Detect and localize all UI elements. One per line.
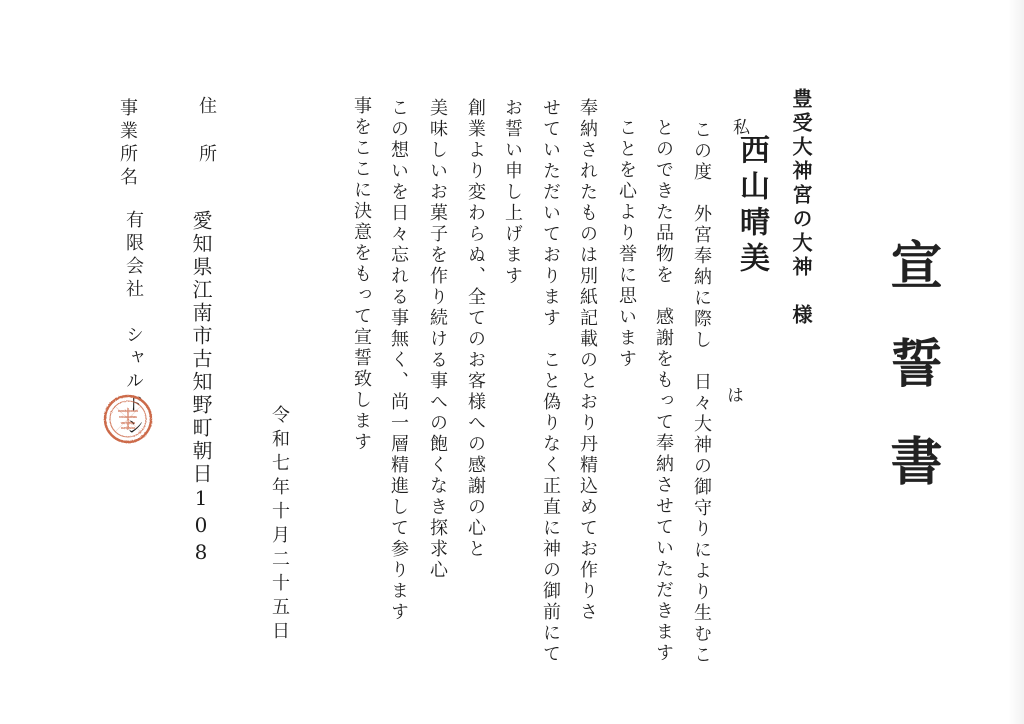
body-line-10: 事をここに決意をもって宣誓致します bbox=[351, 96, 372, 453]
body-line-6: お誓い申し上げます bbox=[502, 98, 523, 287]
page-edge-shadow bbox=[1008, 0, 1024, 724]
speaker-prefix: 私 bbox=[729, 118, 749, 138]
document-title: 宣誓書 bbox=[881, 238, 942, 532]
body-line-2: とのできた品物を 感謝をもって奉納させていただきます bbox=[653, 118, 674, 664]
body-line-5: せていただいております こと偽りなく正直に神の御前にて bbox=[540, 98, 561, 665]
address-label: 住 所 bbox=[196, 96, 217, 168]
body-line-9: この想いを日々忘れる事無く、尚一層精進して参ります bbox=[388, 98, 409, 623]
body-line-8: 美味しいお菓子を作り続ける事への飽くなき探求心 bbox=[427, 98, 448, 581]
addressee-line: 豊受大神宮の大神 様 bbox=[789, 88, 813, 328]
signer-name: 西山晴美 bbox=[734, 134, 769, 278]
company-name: 有限会社 シャルドン bbox=[123, 210, 144, 440]
document-date: 令和七年十月二十五日 bbox=[269, 405, 290, 645]
body-line-4: 奉納されたものは別紙記載のとおり丹精込めてお作りさ bbox=[577, 98, 598, 623]
company-seal-stamp bbox=[101, 392, 155, 446]
body-line-3: ことを心より誉に思います bbox=[616, 118, 637, 370]
name-particle: は bbox=[723, 386, 743, 406]
company-label: 事業所名 bbox=[117, 98, 138, 190]
body-line-7: 創業より変わらぬ、全てのお客様への感謝の心と bbox=[465, 98, 486, 560]
body-line-1: この度 外宮奉納に際し 日々大神の御守りにより生むこ bbox=[691, 120, 712, 666]
address-value: 愛知県江南市古知野町朝日108 bbox=[189, 210, 213, 567]
